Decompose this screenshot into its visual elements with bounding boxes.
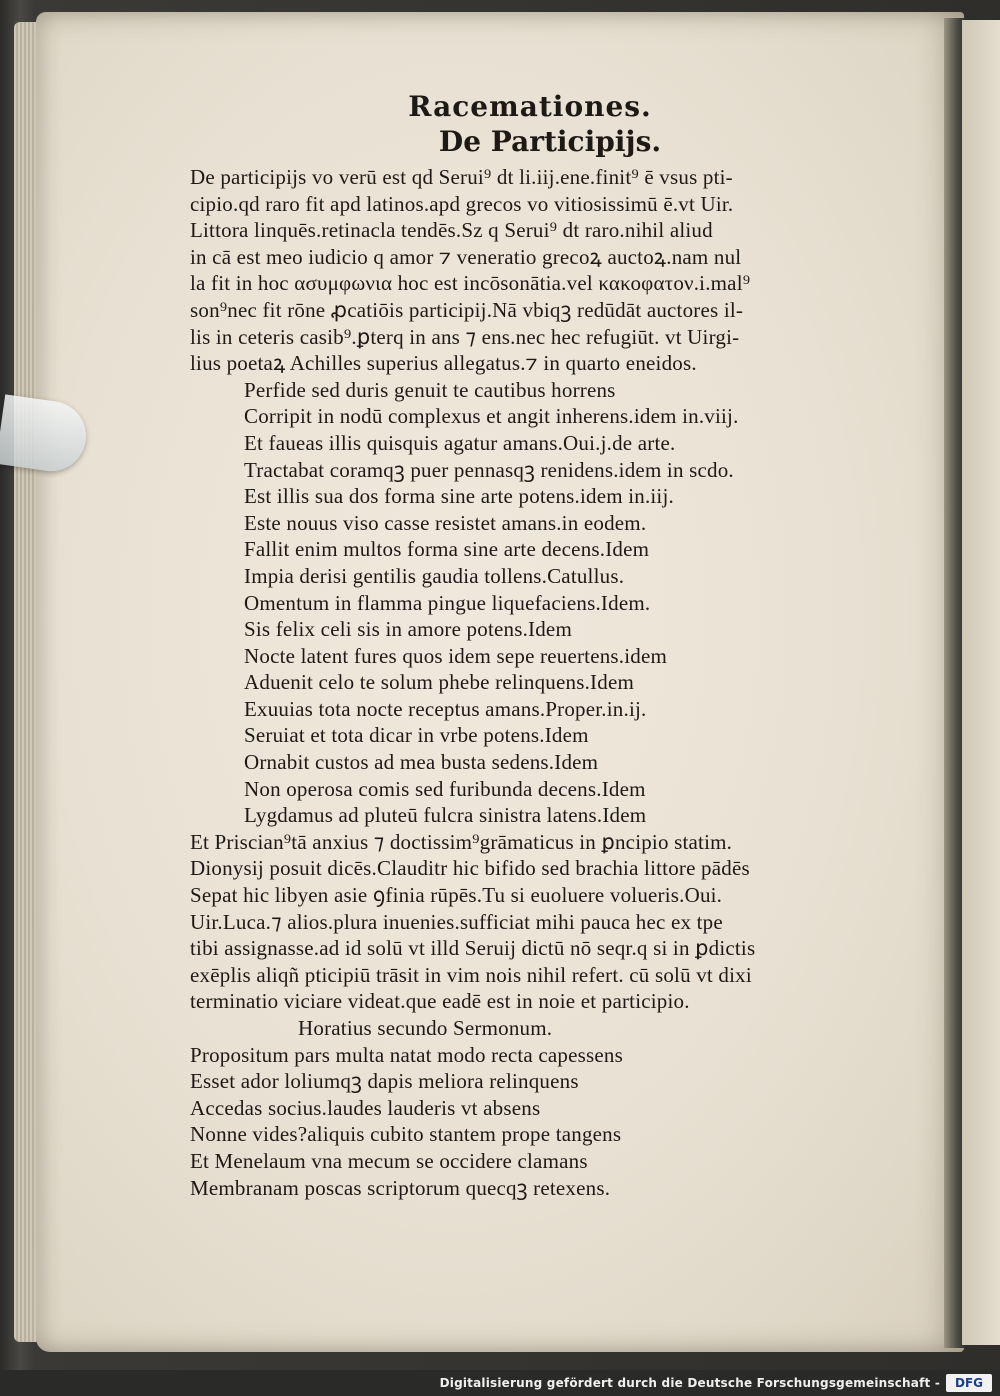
verse-line: Non operosa comis sed furibunda decens.Idem [244, 776, 646, 801]
text-line: son⁹nec fit rōne ꝓcatiōis participij.Nā vbiqꝫ redūdāt auctores il- [190, 297, 744, 322]
verse-line: Impia derisi gentilis gaudia tollens.Catullus. [244, 563, 625, 588]
verse-line: Et Menelaum vna mecum se occidere clamans [190, 1148, 588, 1173]
text-line: lius poetaꝝ Achilles superius allegatus.⁊ in quarto eneidos. [190, 351, 697, 376]
verse-line: Membranam poscas scriptorum quecqꝫ retexens. [190, 1175, 611, 1200]
verse-line: Esset ador loliumqꝫ dapis meliora relinquens [190, 1069, 579, 1094]
verses-2 [180, 1042, 880, 1202]
text-line: Uir.Luca.⁊ alios.plura inuenies.sufficiat mihi pauca hec ex tpe [190, 909, 723, 934]
paragraph-2 [180, 829, 880, 1015]
text-line: terminatio viciare videat.que eadē est in noie et participio. [190, 989, 690, 1014]
text-line: lis in ceteris casib⁹.ꝑterq in ans ⁊ ens.nec hec refugiūt. vt Uirgi- [190, 324, 740, 349]
text-line: De participijs vo verū est qd Serui⁹ dt li.iij.ene.finit⁹ ē vsus pti- [190, 165, 733, 189]
paragraph-1 [180, 164, 880, 377]
verse-line: Nocte latent fures quos idem sepe reuertens.idem [244, 643, 668, 668]
verse-line: Accedas socius.laudes lauderis vt absens [190, 1095, 541, 1120]
footer-bar [0, 1370, 1000, 1396]
verse-line: Lygdamus ad pluteū fulcra sinistra latens.Idem [244, 803, 647, 828]
verse-line: Sis felix celi sis in amore potens.Idem [244, 617, 572, 642]
verse-line: Tractabat coramqꝫ puer pennasqꝫ renidens.idem in scdo. [244, 457, 734, 482]
verse-line: Fallit enim multos forma sine arte decens.Idem [244, 537, 650, 562]
text-line: in cā est meo iudicio q amor ⁊ veneratio grecoꝝ auctoꝝ.nam nul [190, 244, 742, 269]
text-line: Dionysij posuit dicēs.Clauditr hic bifido sed brachia littore pādēs [190, 856, 750, 881]
section-title: De Participijs. [438, 125, 662, 158]
verse-line: Nonne vides?aliquis cubito stantem prope tangens [190, 1122, 622, 1147]
verse-line: Aduenit celo te solum phebe relinquens.Idem [244, 670, 634, 695]
verse-line: Propositum pars multa natat modo recta capessens [190, 1042, 623, 1067]
page-text [180, 90, 880, 1201]
verse-line: Seruiat et tota dicar in vrbe potens.Idem [244, 723, 589, 748]
funding-notice: Digitalisierung gefördert durch die Deutsche Forschungsgemeinschaft - [439, 1376, 940, 1390]
verse-line: Omentum in flamma pingue liquefaciens.Idem. [244, 590, 651, 615]
page-title: Racemationes. [408, 90, 652, 123]
text-line: Et Priscian⁹tā anxius ⁊ doctissim⁹grāmaticus in ꝑncipio statim. [190, 829, 733, 854]
verse-line: Corripit in nodū complexus et angit inherens.idem in.viij. [244, 404, 739, 429]
verses-1 [180, 377, 880, 829]
verse-line: Ornabit custos ad mea busta sedens.Idem [244, 750, 599, 775]
text-line: tibi assignasse.ad id solū vt illd Seruij dictū nō seqr.q si in ꝑdictis [190, 936, 756, 961]
verse-line: Et faueas illis quisquis agatur amans.Oui.j.de arte. [244, 430, 676, 455]
dfg-logo-icon: DFG [946, 1374, 992, 1392]
verse-line: Est illis sua dos forma sine arte potens.idem in.iij. [244, 484, 674, 509]
verse-line: Perfide sed duris genuit te cautibus horrens [244, 377, 616, 402]
attribution-line: Horatius secundo Sermonum. [298, 1016, 553, 1040]
text-line: Sepat hic libyen asie ꝯfinia rūpēs.Tu si euoluere volueris.Oui. [190, 883, 723, 908]
verse-line: Este nouus viso casse resistet amans.in eodem. [244, 510, 647, 535]
text-line: la fit in hoc ασυμφωνια hoc est incōsonātia.vel κακοφατον.i.mal⁹ [190, 271, 751, 296]
text-line: Littora linquēs.retinacla tendēs.Sz q Serui⁹ dt raro.nihil aliud [190, 218, 713, 243]
facing-page-edge [962, 20, 1000, 1345]
verse-line: Exuuias tota nocte receptus amans.Proper.in.ij. [244, 696, 647, 721]
text-line: cipio.qd raro fit apd latinos.apd grecos vo vitiosissimū ē.vt Uir. [190, 191, 734, 216]
text-line: exēplis aliqñ pticipiū trāsit in vim nois nihil refert. cū solū vt dixi [190, 962, 752, 987]
